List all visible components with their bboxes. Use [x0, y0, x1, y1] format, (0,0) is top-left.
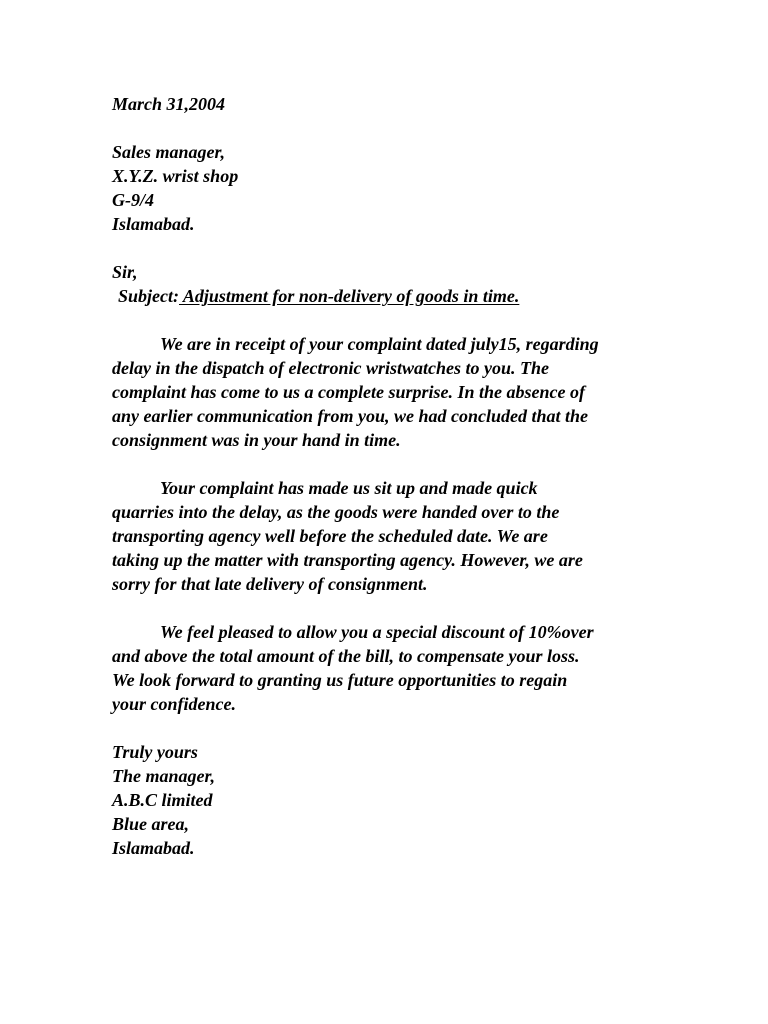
sender-city: Islamabad.	[112, 838, 195, 858]
body-paragraph-3	[112, 620, 672, 716]
subject-line	[112, 284, 672, 308]
recipient-sector: G-9/4	[112, 190, 154, 210]
spacer	[112, 236, 672, 260]
paragraph-line: complaint has come to us a complete surprise. In the absence of	[112, 382, 586, 402]
spacer	[112, 716, 672, 740]
salutation: Sir,	[112, 262, 138, 282]
sender-company: A.B.C limited	[112, 790, 213, 810]
recipient-title: Sales manager,	[112, 142, 226, 162]
spacer	[112, 116, 672, 140]
spacer	[112, 596, 672, 620]
recipient-address	[112, 140, 672, 236]
spacer	[112, 452, 672, 476]
sender-title: The manager,	[112, 766, 216, 786]
paragraph-line: transporting agency well before the scheduled date. We are	[112, 526, 548, 546]
recipient-city: Islamabad.	[112, 214, 195, 234]
paragraph-line: your confidence.	[112, 694, 236, 714]
subject-label: Subject:	[118, 286, 179, 306]
paragraph-line: We look forward to granting us future opportunities to regain	[112, 670, 568, 690]
paragraph-line: any earlier communication from you, we had concluded that the	[112, 406, 589, 426]
paragraph-line: consignment was in your hand in time.	[112, 430, 401, 450]
paragraph-line: delay in the dispatch of electronic wristwatches to you. The	[112, 358, 549, 378]
paragraph-line: and above the total amount of the bill, to compensate your loss.	[112, 646, 580, 666]
paragraph-line: sorry for that late delivery of consignment.	[112, 574, 428, 594]
body-paragraph-2	[112, 476, 672, 596]
paragraph-line: Your complaint has made us sit up and made quick	[160, 478, 538, 498]
letter-document	[112, 92, 672, 860]
letter-date: March 31,2004	[112, 94, 226, 114]
paragraph-line: We feel pleased to allow you a special discount of 10%over	[160, 622, 594, 642]
subject-text: Adjustment for non-delivery of goods in time.	[179, 286, 520, 306]
paragraph-line: taking up the matter with transporting agency. However, we are	[112, 550, 583, 570]
closing-block	[112, 740, 672, 860]
body-paragraph-1	[112, 332, 672, 452]
spacer	[112, 308, 672, 332]
sender-area: Blue area,	[112, 814, 190, 834]
paragraph-line: We are in receipt of your complaint dated july15, regarding	[160, 334, 599, 354]
paragraph-line: quarries into the delay, as the goods were handed over to the	[112, 502, 560, 522]
recipient-company: X.Y.Z. wrist shop	[112, 166, 239, 186]
closing-signoff: Truly yours	[112, 742, 198, 762]
